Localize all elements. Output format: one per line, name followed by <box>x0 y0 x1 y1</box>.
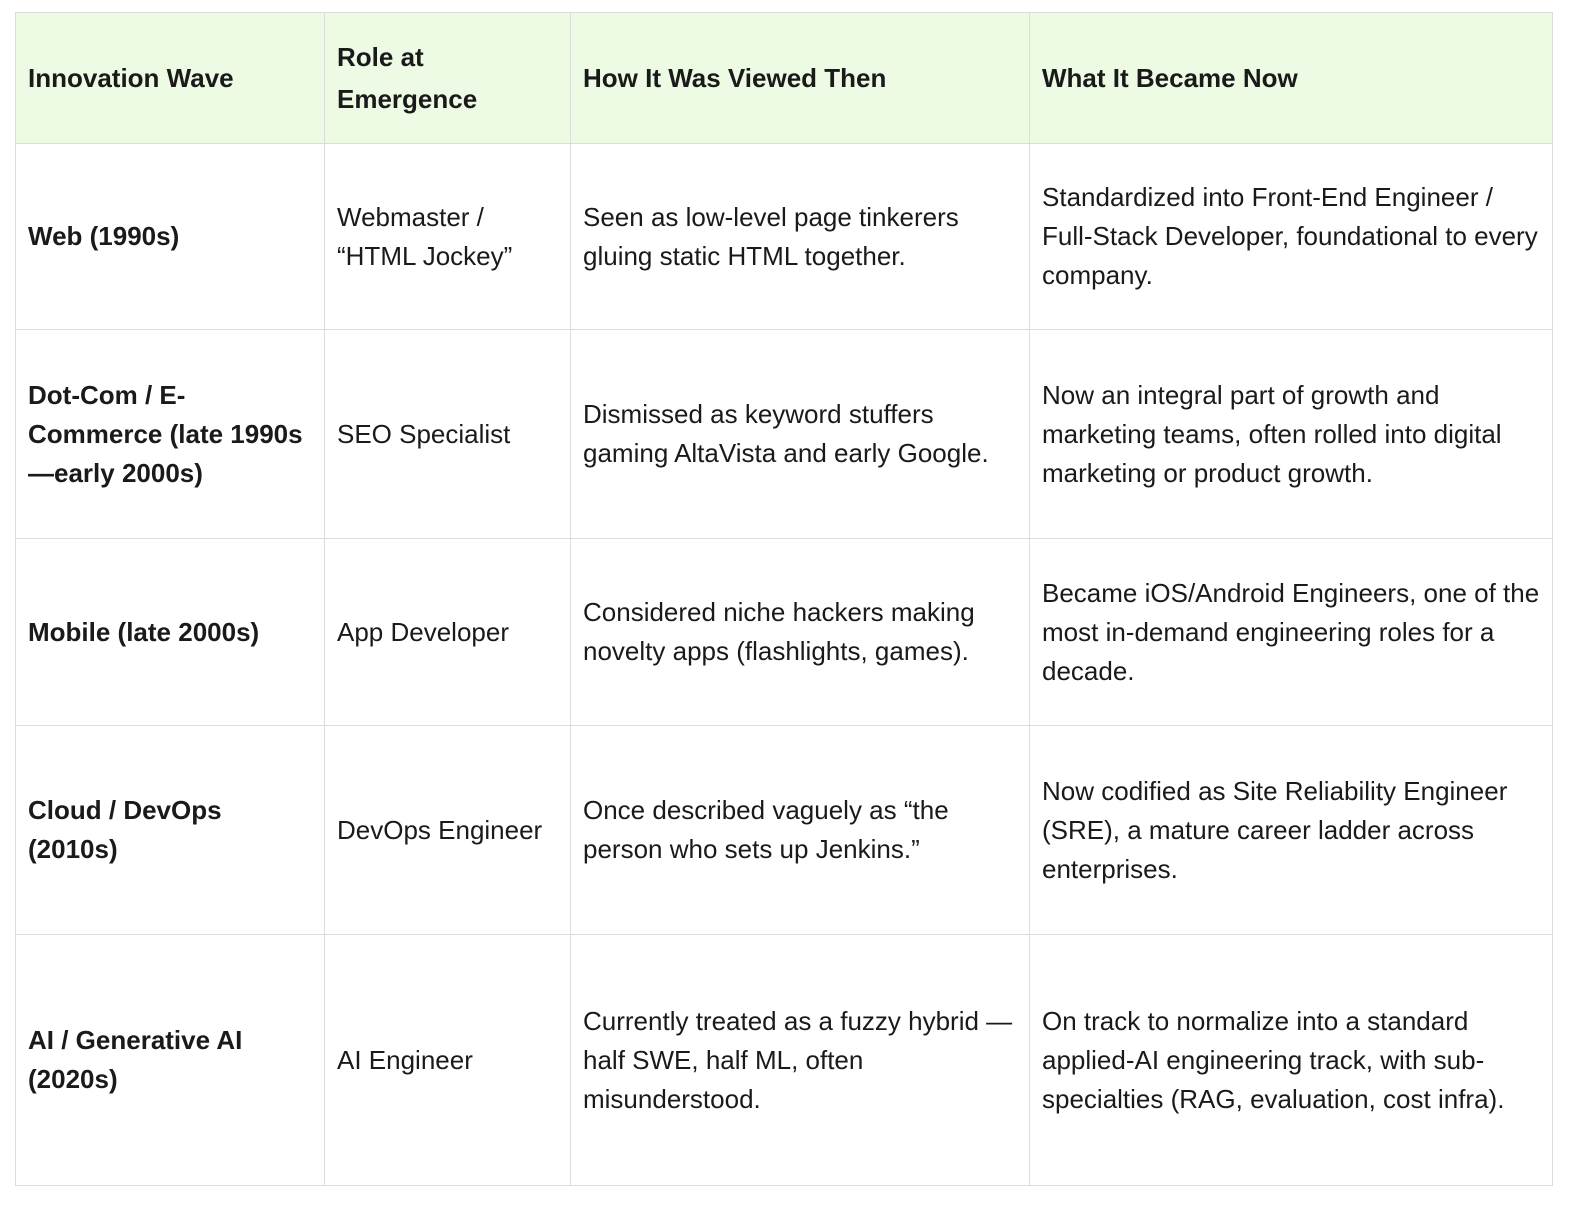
cell-innovation-wave: Cloud / DevOps (2010s) <box>16 726 325 935</box>
header-innovation-wave: Innovation Wave <box>16 13 325 144</box>
table-header <box>16 13 1553 144</box>
header-row <box>16 13 1553 144</box>
cell-became-now: Now codified as Site Reliability Engineer (SRE), a mature career ladder across enterprises. <box>1030 726 1553 935</box>
cell-innovation-wave: Dot-Com / E-Commerce (late 1990s—early 2000s) <box>16 330 325 539</box>
table-row <box>16 726 1553 935</box>
innovation-wave-table <box>15 12 1553 1186</box>
cell-viewed-then: Considered niche hackers making novelty apps (flashlights, games). <box>571 539 1030 726</box>
cell-became-now: Now an integral part of growth and marketing teams, often rolled into digital marketing or product growth. <box>1030 330 1553 539</box>
cell-became-now: On track to normalize into a standard applied-AI engineering track, with sub-specialties (RAG, evaluation, cost infra). <box>1030 935 1553 1186</box>
cell-innovation-wave: AI / Generative AI (2020s) <box>16 935 325 1186</box>
cell-viewed-then: Seen as low-level page tinkerers gluing static HTML together. <box>571 144 1030 330</box>
table-row <box>16 935 1553 1186</box>
table-row <box>16 539 1553 726</box>
cell-role: Webmaster / “HTML Jockey” <box>325 144 571 330</box>
table-body <box>16 144 1553 1186</box>
cell-became-now: Became iOS/Android Engineers, one of the most in-demand engineering roles for a decade. <box>1030 539 1553 726</box>
cell-role: AI Engineer <box>325 935 571 1186</box>
cell-innovation-wave: Web (1990s) <box>16 144 325 330</box>
cell-viewed-then: Once described vaguely as “the person who sets up Jenkins.” <box>571 726 1030 935</box>
cell-viewed-then: Currently treated as a fuzzy hybrid — half SWE, half ML, often misunderstood. <box>571 935 1030 1186</box>
header-what-became-now: What It Became Now <box>1030 13 1553 144</box>
cell-role: App Developer <box>325 539 571 726</box>
table-row <box>16 330 1553 539</box>
header-how-viewed-then: How It Was Viewed Then <box>571 13 1030 144</box>
cell-viewed-then: Dismissed as keyword stuffers gaming AltaVista and early Google. <box>571 330 1030 539</box>
cell-innovation-wave: Mobile (late 2000s) <box>16 539 325 726</box>
header-role-at-emergence: Role at Emergence <box>325 13 571 144</box>
cell-role: DevOps Engineer <box>325 726 571 935</box>
cell-role: SEO Specialist <box>325 330 571 539</box>
cell-became-now: Standardized into Front-End Engineer / Full-Stack Developer, foundational to every company. <box>1030 144 1553 330</box>
table-row <box>16 144 1553 330</box>
